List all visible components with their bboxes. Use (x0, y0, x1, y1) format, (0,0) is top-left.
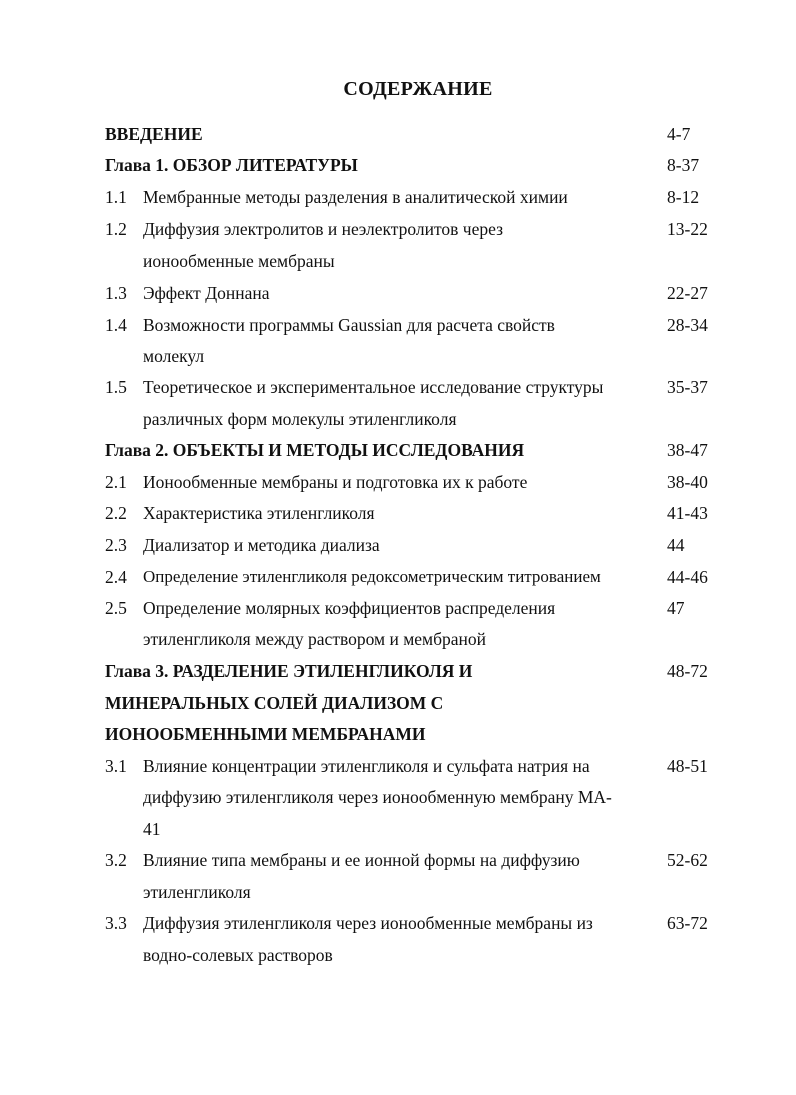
toc-section-number: 1.1 (105, 187, 127, 207)
toc-section-2-4-pages: 44-46 (667, 567, 708, 587)
toc-section-1-4-pages: 28-34 (667, 315, 708, 335)
toc-section-2-3-pages: 44 (667, 535, 685, 555)
toc-section-number: 2.5 (105, 598, 127, 618)
toc-section-number: 2.4 (105, 567, 127, 587)
toc-section-2-5-line-1: Определение молярных коэффициентов распределения (143, 598, 556, 618)
toc-chapter-3-line-1: Глава 3. РАЗДЕЛЕНИЕ ЭТИЛЕНГЛИКОЛЯ И (105, 661, 473, 681)
toc-section-3-2-line-1: Влияние типа мембраны и ее ионной формы на диффузию (143, 850, 580, 870)
toc-section-number: 2.1 (105, 472, 127, 492)
toc-chapter-2: Глава 2. ОБЪЕКТЫ И МЕТОДЫ ИССЛЕДОВАНИЯ (105, 440, 525, 460)
toc-section-number: 2.2 (105, 503, 127, 523)
toc-chapter-1: Глава 1. ОБЗОР ЛИТЕРАТУРЫ (105, 155, 358, 175)
toc-intro: ВВЕДЕНИЕ (105, 124, 203, 144)
toc-section-2-1-pages: 38-40 (667, 472, 708, 492)
toc-section-1-2-line-1: Диффузия электролитов и неэлектролитов через (143, 219, 503, 239)
toc-section-3-2-pages: 52-62 (667, 850, 708, 870)
toc-section-1-5-line-1: Теоретическое и экспериментальное исследование структуры (143, 377, 604, 397)
toc-section-1-1: Мембранные методы разделения в аналитической химии (143, 187, 568, 207)
toc-section-1-5-line-2: различных форм молекулы этиленгликоля (143, 409, 457, 429)
toc-section-1-2-pages: 13-22 (667, 219, 708, 239)
toc-intro-pages: 4-7 (667, 124, 691, 144)
toc-section-number: 2.3 (105, 535, 127, 555)
toc-section-2-1: Ионообменные мембраны и подготовка их к работе (143, 472, 528, 492)
toc-section-number: 1.5 (105, 377, 127, 397)
toc-section-3-3-pages: 63-72 (667, 913, 708, 933)
toc-chapter-3-line-3: ИОНООБМЕННЫМИ МЕМБРАНАМИ (105, 724, 426, 744)
toc-section-2-5-line-2: этиленгликоля между раствором и мембраной (143, 629, 487, 649)
toc-section-number: 3.2 (105, 850, 127, 870)
toc-chapter-3-pages: 48-72 (667, 661, 708, 681)
toc-section-number: 1.2 (105, 219, 127, 239)
toc-section-3-1-line-1: Влияние концентрации этиленгликоля и сульфата натрия на (143, 756, 590, 776)
toc-section-3-1-line-2: диффузию этиленгликоля через ионообменную мембрану МА- (143, 787, 612, 807)
toc-section-number: 3.3 (105, 913, 127, 933)
toc-section-number: 1.3 (105, 283, 127, 303)
toc-section-1-4-line-2: молекул (143, 346, 205, 366)
toc-section-2-5-pages: 47 (667, 598, 685, 618)
toc-section-2-3: Диализатор и методика диализа (143, 535, 380, 555)
toc-section-1-4-line-1: Возможности программы Gaussian для расчета свойств (143, 315, 555, 335)
toc-chapter-2-pages: 38-47 (667, 440, 708, 460)
toc-section-number: 1.4 (105, 315, 127, 335)
toc-section-1-2-line-2: ионообменные мембраны (143, 251, 335, 271)
toc-section-3-2-line-2: этиленгликоля (143, 882, 251, 902)
toc-section-2-2-pages: 41-43 (667, 503, 708, 523)
toc-section-number: 3.1 (105, 756, 127, 776)
page-title: СОДЕРЖАНИЕ (343, 78, 493, 100)
toc-section-3-1-line-3: 41 (143, 819, 161, 839)
toc-chapter-3-line-2: МИНЕРАЛЬНЫХ СОЛЕЙ ДИАЛИЗОМ С (105, 693, 444, 713)
toc-section-1-1-pages: 8-12 (667, 187, 700, 207)
toc-section-2-2: Характеристика этиленгликоля (143, 503, 375, 523)
toc-section-1-3: Эффект Доннана (143, 283, 270, 303)
toc-section-3-3-line-1: Диффузия этиленгликоля через ионообменные мембраны из (143, 913, 593, 933)
toc-section-1-5-pages: 35-37 (667, 377, 708, 397)
toc-section-3-3-line-2: водно-солевых растворов (143, 945, 333, 965)
toc-section-2-4: Определение этиленгликоля редоксометрическим титрованием (143, 567, 601, 586)
toc-section-1-3-pages: 22-27 (667, 283, 708, 303)
toc-section-3-1-pages: 48-51 (667, 756, 708, 776)
toc-chapter-1-pages: 8-37 (667, 155, 700, 175)
